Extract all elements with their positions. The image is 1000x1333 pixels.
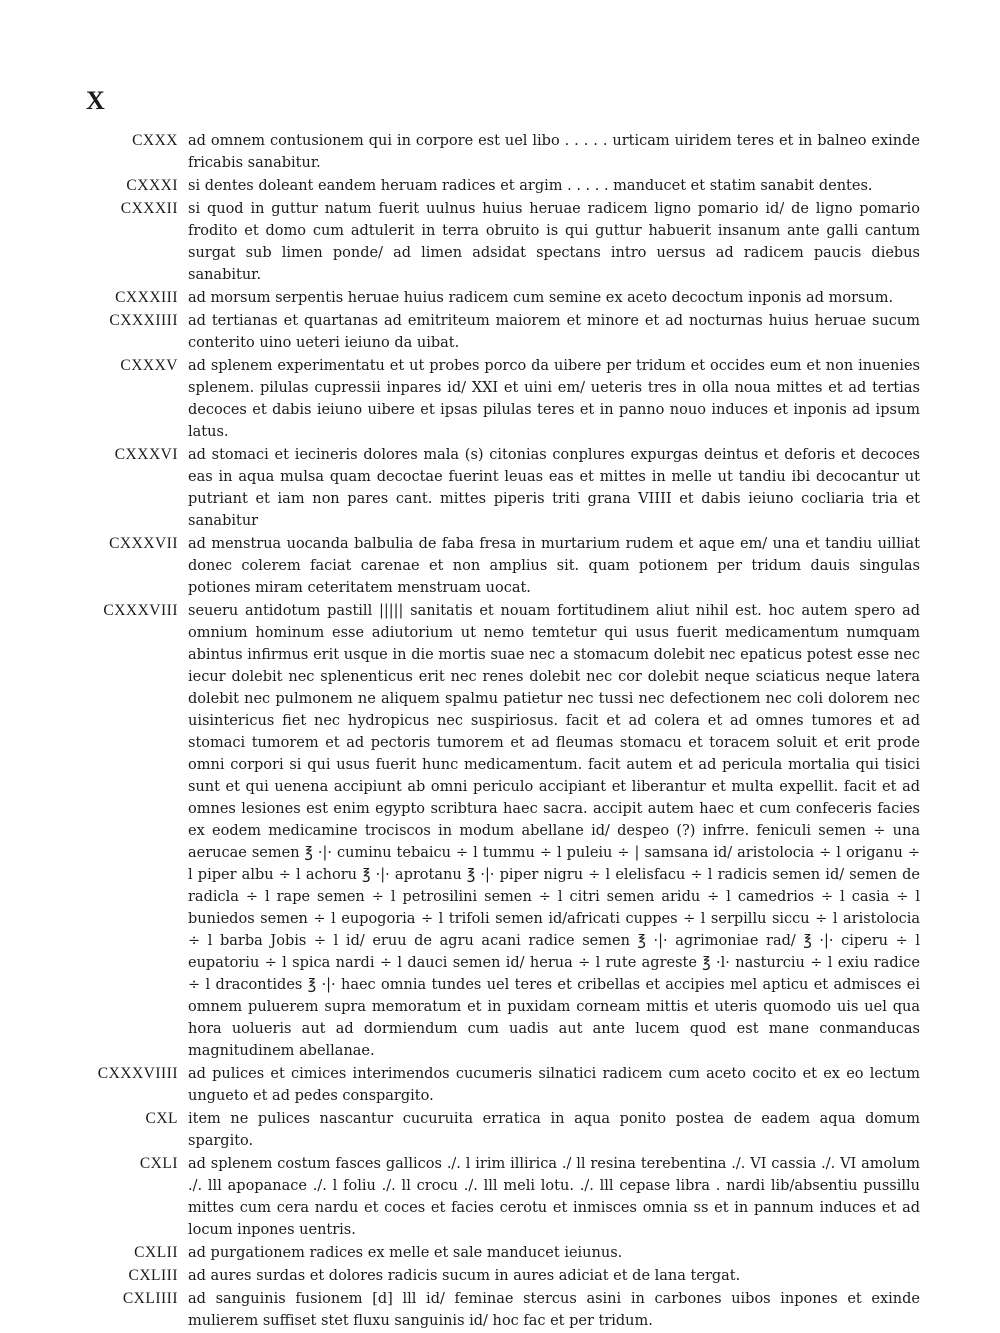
- recipe-entry: [90, 444, 920, 532]
- recipe-entry: [90, 287, 920, 309]
- entry-number: CXL: [145, 1110, 178, 1127]
- entry-text: si quod in guttur natum fuerit uulnus huius heruae radicem ligno pomario id/ de ligno pomario frodito et domo cum adtulerit in terra obruito is qui guttur habuerit insanum ante galli cantum surgat sub limen ponde/ ad limen adsidat spectans intro uersus ad radicem paucis diebus sanabitur.: [188, 201, 920, 283]
- recipe-entry: [90, 600, 920, 1062]
- entry-number: CXXXV: [120, 357, 178, 374]
- entry-text: item ne pulices nascantur cucuruita erratica in aqua ponito postea de eadem aqua domum spargito.: [188, 1111, 920, 1149]
- entry-number: CXXXVII: [109, 535, 178, 552]
- recipe-entry: [90, 198, 920, 286]
- entry-number: CXLII: [134, 1244, 178, 1261]
- recipe-entry: [90, 355, 920, 443]
- entry-number: CXXXII: [120, 200, 178, 217]
- entry-number: CXLI: [139, 1155, 178, 1172]
- entry-text: ad splenem costum fasces gallicos ./. l irim illirica ./ ll resina terebentina ./. VI cassia ./. VI amolum ./. lll apopanace ./. l foliu ./. ll crocu ./. lll meli lotu. ./. lll cepase libra . nardi lib/absentiu pussillu mittes cum cera nardu et coces et facies cerotu et inmisces omnia ss et in pannum induces et ad locum inpones uentris.: [188, 1156, 920, 1238]
- entry-number: CXXXIIII: [109, 312, 178, 329]
- recipe-entry: [90, 310, 920, 354]
- entry-number: CXLIIII: [122, 1290, 178, 1307]
- entry-number: CXXXIII: [115, 289, 178, 306]
- entry-text: si dentes doleant eandem heruam radices et argim . . . . . manducet et statim sanabit dentes.: [188, 178, 873, 194]
- recipe-entry: [90, 1063, 920, 1107]
- entry-text: ad pulices et cimices interimendos cucumeris silnatici radicem cum aceto cocito et ex eo lectum ungueto et ad pedes conspargito.: [188, 1066, 920, 1104]
- recipe-entry: [90, 175, 920, 197]
- recipe-entry: [90, 130, 920, 174]
- recipe-entry: [90, 1108, 920, 1152]
- entry-text: ad purgationem radices ex melle et sale manducet ieiunus.: [188, 1245, 623, 1261]
- recipe-entry: [90, 1288, 920, 1332]
- entry-text: ad tertianas et quartanas ad emitriteum maiorem et minore et ad nocturnas huius heruae sucum conterito uino ueteri ieiuno da uibat.: [188, 313, 920, 351]
- recipe-entry: [90, 1265, 920, 1287]
- recipe-list: [90, 130, 920, 1333]
- entry-text: ad morsum serpentis heruae huius radicem cum semine ex aceto decoctum inponis ad morsum.: [188, 290, 894, 306]
- entry-number: CXXXVIIII: [97, 1065, 178, 1082]
- entry-text: ad sanguinis fusionem [d] lll id/ feminae stercus asini in carbones uibos inpones et exinde mulierem suffiset stet fluxu sanguinis id/ hoc fac et per tridum.: [188, 1291, 920, 1329]
- entry-number: CXXXI: [126, 177, 178, 194]
- page-number: X: [86, 86, 106, 115]
- recipe-entry: [90, 1153, 920, 1241]
- entry-text: ad aures surdas et dolores radicis sucum in aures adiciat et de lana tergat.: [188, 1268, 741, 1284]
- entry-text: seueru antidotum pastill ||||| sanitatis et nouam fortitudinem aliut nihil est. hoc autem spero ad omnium hominum esse adiutorium ut nemo temtetur qui usus fuerit medicamentum numquam abintus infirmus erit usque in die mortis suae nec a stomacum dolebit nec epaticus potest esse nec iecur dolebit nec splenenticus erit nec renes dolebit nec cor dolebit neque sciaticus neque latera dolebit nec pulmonem ne aliquem spalmu patietur nec tussi nec defectionem nec coli dolorem nec uisintericus fiet nec hydropicus nec suspiriosus. facit et ad colera et ad omnes tumores et ad stomaci tumorem et ad pectoris tumorem et ad fleumas stomacu et toracem soluit et erit prode omni corpori si qui usus fuerit hunc medicamentum. facit autem et ad pericula mortalia qui tisici sunt et qui uenena accipiunt ab omni periculo accipiant et liberantur et multa expellit. facit et ad omnes lesiones est enim egypto scribtura haec sacra. accipit autem haec et cum confeceris facies ex eodem medicamine trociscos in modum abellane id/ despeo (?) infrre. feniculi semen ÷ una aerucae semen ℥ ·|· cuminu tebaicu ÷ l tummu ÷ l puleiu ÷ | samsana id/ aristolocia ÷ l origanu ÷ l piper albu ÷ l achoru ℥ ·|· aprotanu ℥ ·|· piper nigru ÷ l elelisfacu ÷ l radicis semen id/ semen de radicla ÷ l rape semen ÷ l petrosilini semen ÷ l citri semen aridu ÷ l camedrios ÷ l casia ÷ l buniedos semen ÷ l eupogoria ÷ l trifoli semen id/africati cuppes ÷ l serpillu siccu ÷ l aristolocia ÷ l barba Jobis ÷ l id/ eruu de agru acani radice semen ℥ ·|· agrimoniae rad/ ℥ ·|· ciperu ÷ l eupatoriu ÷ l spica nardi ÷ l dauci semen id/ herua ÷ l rute agreste ℥ ·l· nasturciu ÷ l exiu radice ÷ l dracontides ℥ ·|· haec omnia tundes uel teres et cribellas et accipies mel apticu et admisces ei omnem puluerem supra memoratum et in puxidam corneam mittis et uteris quomodo uis uel qua hora uolueris aut ad dormiendum cum uadis aut ante lucem quod est mane conmanducas magnitudinem abellanae.: [188, 603, 920, 1059]
- entry-text: ad menstrua uocanda balbulia de faba fresa in murtarium rudem et aque em/ una et tandiu uilliat donec colerem faciat carenae et non amplius sit. quam potionem per tridum dauis singulas potiones miram ceteritatem menstruam uocat.: [188, 536, 920, 596]
- entry-number: CXXXVI: [114, 446, 178, 463]
- recipe-entry: [90, 533, 920, 599]
- entry-number: CXXX: [132, 132, 178, 149]
- entry-number: CXXXVIII: [103, 602, 178, 619]
- entry-text: ad splenem experimentatu et ut probes porco da uibere per tridum et occides eum et non inuenies splenem. pilulas cupressii inpares id/ XXI et uini em/ ueteris tres in olla noua mittes et ad tertias decoces et dabis ieiuno uibere et ipsas pilulas teres et in panno nouo induces et inponis ad ipsum latus.: [188, 358, 920, 440]
- entry-number: CXLIII: [128, 1267, 178, 1284]
- entry-text: ad omnem contusionem qui in corpore est uel libo . . . . . urticam uiridem teres et in balneo exinde fricabis sanabitur.: [188, 133, 920, 171]
- entry-text: ad stomaci et iecineris dolores mala (s) citonias conplures expurgas deintus et deforis et decoces eas in aqua mulsa quam decoctae fuerint leuas eas et mittes in melle ut tandiu ibi decocantur ut putriant et iam non pares cant. mittes piperis triti grana VIIII et dabis ieiuno cocliaria tria et sanabitur: [188, 447, 920, 529]
